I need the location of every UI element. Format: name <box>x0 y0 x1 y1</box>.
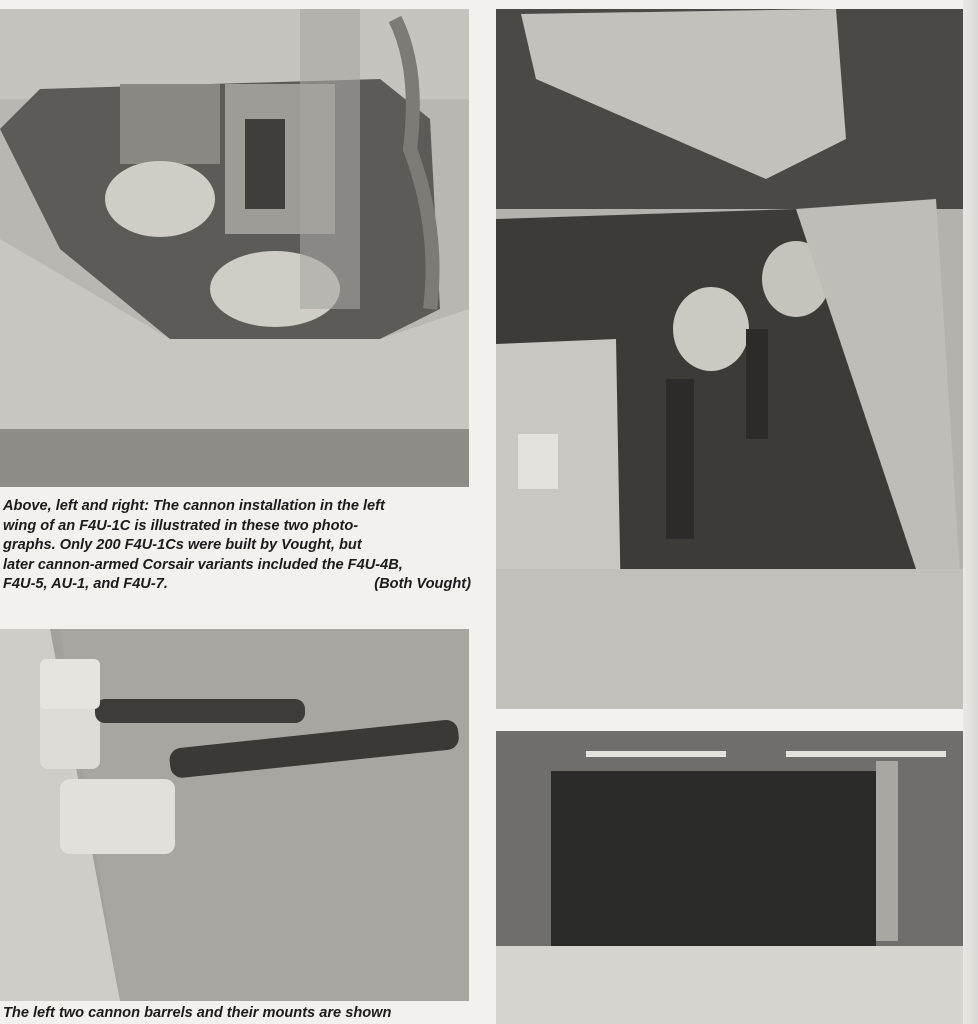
cannon-bay-left-wing-photo <box>0 9 469 487</box>
caption-line: The left two cannon barrels and their mounts are shown <box>3 1005 392 1021</box>
caption-line: graphs. Only 200 F4U-1Cs were built by Vought, but <box>3 537 362 553</box>
hangar-photo <box>496 731 963 1024</box>
top-photos-caption <box>3 497 471 595</box>
bottom-photo-caption <box>3 1004 471 1024</box>
cannon-barrels-photo <box>0 629 469 1001</box>
page-edge <box>963 0 978 1024</box>
caption-line: Above, left and right: The cannon installation in the left <box>3 498 385 514</box>
cannon-bay-open-panel-photo <box>496 9 963 709</box>
caption-line <box>3 575 471 595</box>
caption-line: later cannon-armed Corsair variants included the F4U-4B, <box>3 556 403 573</box>
caption-line: wing of an F4U-1C is illustrated in these two photo- <box>3 517 359 534</box>
photo-credit: (Both Vought) <box>374 576 471 592</box>
caption-text: F4U-5, AU-1, and F4U-7. <box>3 576 168 592</box>
